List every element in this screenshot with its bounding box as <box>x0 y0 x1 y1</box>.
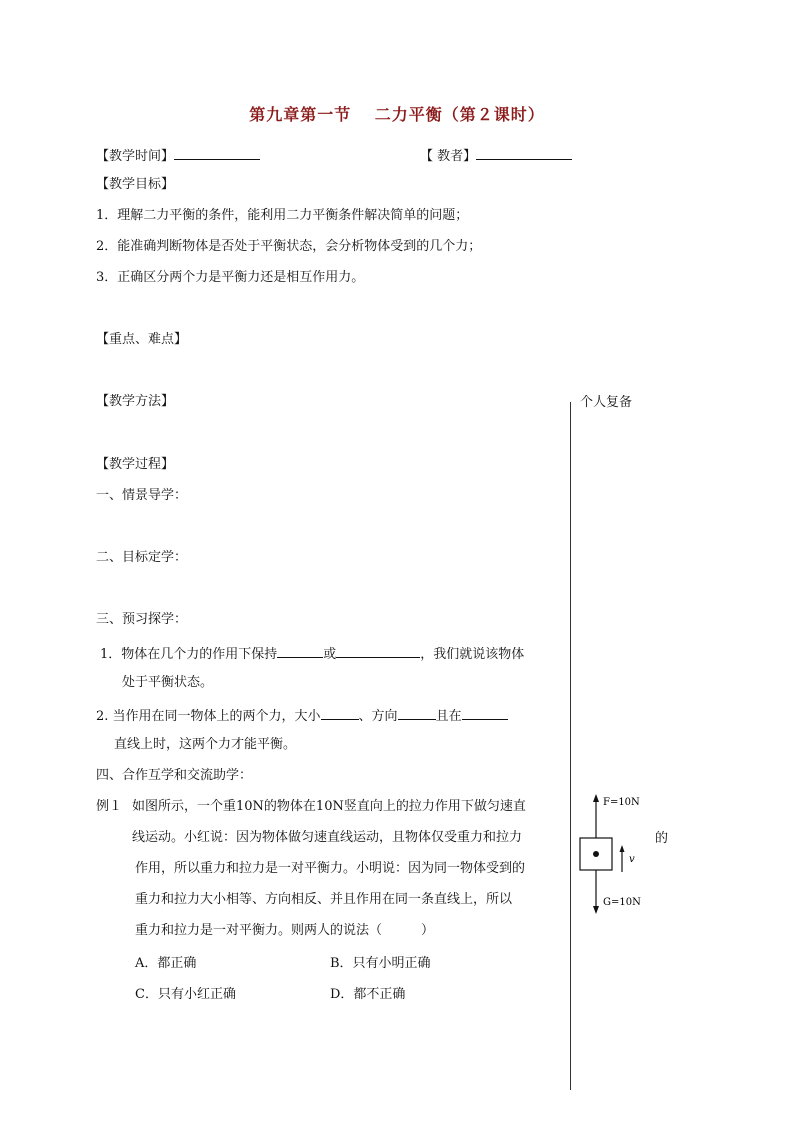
section-preview: 三、预习探学： <box>96 612 188 627</box>
example-line: 作用，所以重力和拉力是一对平衡力。小明说：因为同一物体受到的 <box>135 861 526 876</box>
side-note-label: 个人复备 <box>580 395 633 410</box>
answer-blank[interactable] <box>277 645 323 658</box>
goal-item: 1．理解二力平衡的条件，能利用二力平衡条件解决简单的问题； <box>96 208 469 223</box>
force-g-label: G=10N <box>603 897 641 908</box>
question-1-text: ，我们就说该物体 <box>420 647 525 662</box>
example-line: 线运动。小红说：因为物体做匀速直线运动，且物体仅受重力和拉力 <box>132 830 523 845</box>
process-heading: 【教学过程】 <box>96 457 175 472</box>
force-f-arrow-icon <box>593 794 599 802</box>
velocity-label: v <box>629 854 635 865</box>
question-2-text: 、方向 <box>358 709 398 724</box>
answer-blank[interactable] <box>398 707 436 720</box>
question-2-text: 且在 <box>435 709 462 724</box>
example-line: 如图所示，一个重10N的物体在10N竖直向上的拉力作用下做匀速直 <box>132 799 526 814</box>
example-line: 重力和拉力大小相等、方向相反、并且作用在同一条直线上，所以 <box>135 892 513 907</box>
velocity-arrow-icon <box>620 845 625 852</box>
center-dot <box>593 851 599 857</box>
stray-char: 的 <box>655 831 669 846</box>
teaching-time-field <box>96 147 260 163</box>
answer-blank[interactable] <box>336 645 420 658</box>
goals-heading: 【教学目标】 <box>96 177 175 192</box>
teacher-field <box>420 147 572 163</box>
goal-item: 3．正确区分两个力是平衡力还是相互作用力。 <box>96 270 365 285</box>
teacher-label: 【 教者】 <box>420 149 477 164</box>
question-1-line2: 处于平衡状态。 <box>122 675 214 690</box>
goal-item: 2．能准确判断物体是否处于平衡状态，会分析物体受到的几个力； <box>96 239 482 254</box>
example-label: 例１ <box>96 799 123 814</box>
section-cooperate: 四、合作互学和交流助学： <box>96 768 253 783</box>
option-b: B．只有小明正确 <box>330 956 431 971</box>
question-2-text: 2. 当作用在同一物体上的两个力，大小 <box>96 709 321 724</box>
teaching-time-blank[interactable] <box>174 147 260 160</box>
teaching-time-label: 【教学时间】 <box>96 149 175 164</box>
option-a: A．都正确 <box>135 956 197 971</box>
key-points-heading: 【重点、难点】 <box>96 332 188 347</box>
question-2-line2: 直线上时，这两个力才能平衡。 <box>114 737 297 752</box>
force-f-label: F=10N <box>603 797 640 808</box>
question-1 <box>100 645 524 661</box>
question-1-text: 或 <box>323 647 337 662</box>
section-goals: 二、目标定学： <box>96 550 188 565</box>
page-title: 第九章第一节 二力平衡（第２课时） <box>249 105 545 124</box>
option-c: C．只有小红正确 <box>135 987 236 1002</box>
margin-divider <box>570 402 571 1090</box>
example-line: 重力和拉力是一对平衡力。则两人的说法（ ） <box>135 923 435 938</box>
force-g-arrow-icon <box>593 906 599 914</box>
answer-blank[interactable] <box>321 707 359 720</box>
methods-heading: 【教学方法】 <box>96 394 175 409</box>
option-d: D．都不正确 <box>330 987 406 1002</box>
teacher-blank[interactable] <box>476 147 572 160</box>
question-1-text: 1．物体在几个力的作用下保持 <box>100 647 278 662</box>
answer-blank[interactable] <box>462 707 508 720</box>
section-scenario: 一、情景导学： <box>96 488 188 503</box>
question-2 <box>96 707 508 723</box>
force-diagram <box>575 792 655 916</box>
